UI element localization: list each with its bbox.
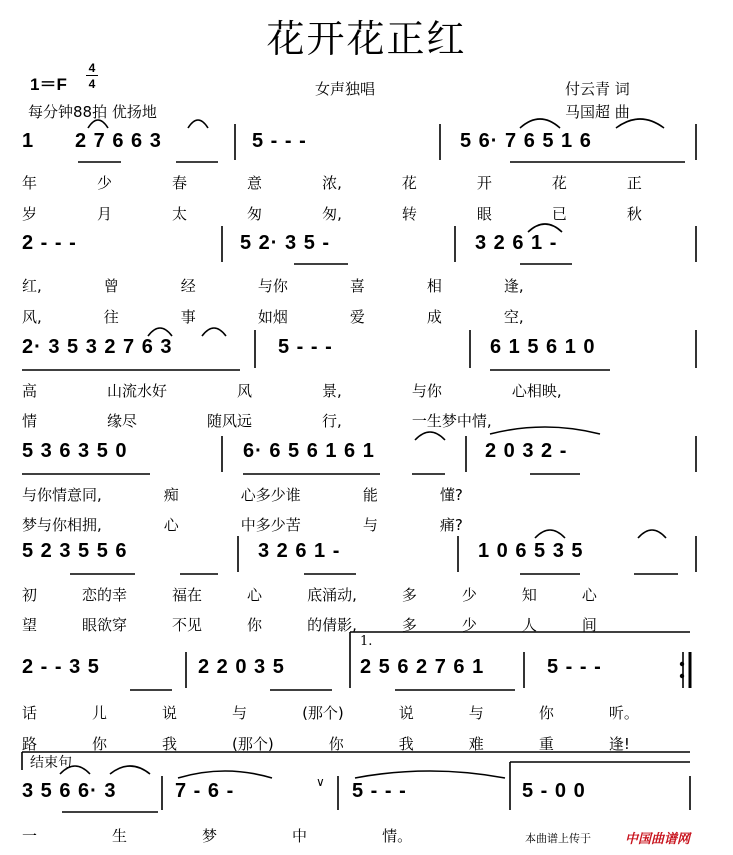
note-group: 2 7 6 6 3: [75, 130, 162, 152]
lyric-line: [22, 514, 525, 535]
lyric-syllable: 意: [247, 174, 263, 192]
lyric-syllable: 成: [426, 308, 442, 326]
note-group: 5 - 0 0: [522, 780, 586, 802]
lyric-syllable: 痛?: [439, 516, 463, 534]
lyric-syllable: 已: [551, 205, 567, 223]
lyric-syllable: 花: [401, 174, 417, 192]
lyric-syllable: 梦与你相拥,: [22, 516, 102, 534]
lyric-line: [22, 380, 632, 401]
lyric-syllable: 秋: [626, 205, 642, 223]
lyric-syllable: 爱: [349, 308, 365, 326]
note-group: 2 - - -: [22, 232, 77, 254]
lyric-syllable: 多: [401, 586, 417, 604]
lyric-syllable: 恋的幸: [82, 586, 128, 604]
lyric-syllable: 匆,: [322, 205, 342, 223]
note-group: 2 0 3 2 -: [485, 440, 568, 462]
lyric-syllable: 少: [461, 616, 477, 634]
song-title: 花开花正红: [266, 17, 467, 61]
lyric-line: [22, 275, 586, 296]
key-signature: 1＝F: [30, 75, 67, 94]
lyric-syllable: 人: [521, 616, 537, 634]
lyric-line: [22, 825, 487, 846]
lyric-syllable: 年: [22, 174, 38, 192]
note-group: 3 2 6 1 -: [475, 232, 558, 254]
lyric-line: [22, 203, 702, 224]
lyric-syllable: 初: [22, 586, 38, 604]
lyric-syllable: 太: [172, 205, 188, 223]
note-group: 5 6· 7 6 5 1 6: [460, 130, 592, 152]
lyric-syllable: 梦: [202, 827, 218, 845]
note-group: 5 - - -: [547, 656, 602, 678]
note-group: 5 - - -: [278, 336, 333, 358]
lyric-syllable: 如烟: [257, 308, 288, 326]
lyric-syllable: 逢!: [608, 735, 630, 753]
lyric-line: [22, 410, 562, 431]
lyric-syllable: 山流水好: [107, 382, 168, 400]
lyric-syllable: 经: [180, 277, 196, 295]
lyric-syllable: 福在: [172, 586, 203, 604]
lyric-syllable: 话: [22, 704, 38, 722]
note-group: 2 5 6 2 7 6 1: [360, 656, 485, 678]
lyric-syllable: 望: [22, 616, 38, 634]
tempo-marking: 每分钟88拍 优扬地: [28, 103, 157, 121]
lyric-syllable: 少: [97, 174, 113, 192]
lyric-syllable: 儿: [92, 704, 108, 722]
lyric-syllable: 事: [180, 308, 196, 326]
lyric-syllable: 说: [398, 704, 414, 722]
note-group: 2 2 0 3 5: [198, 656, 285, 678]
lyric-syllable: 不见: [172, 616, 203, 634]
note-group: 6· 6 5 6 1 6 1: [243, 440, 375, 462]
note-group: 2 - - 3 5: [22, 656, 100, 678]
performance-type: 女声独唱: [315, 80, 376, 98]
lyric-syllable: 生: [112, 827, 128, 845]
lyric-syllable: 情: [22, 412, 38, 430]
lyric-syllable: 与: [232, 704, 248, 722]
lyric-syllable: 知: [521, 586, 537, 604]
lyric-syllable: 多: [401, 616, 417, 634]
lyric-line: [22, 484, 525, 505]
lyric-line: [22, 733, 685, 754]
lyric-syllable: 花: [551, 174, 567, 192]
volta-one-label: 1.: [360, 634, 373, 649]
note-group: 5 2 3 5 5 6: [22, 540, 128, 562]
lyric-line: [22, 584, 642, 605]
lyric-syllable: 底涌动,: [307, 586, 357, 604]
lyric-syllable: 懂?: [439, 486, 463, 504]
lyric-syllable: (那个): [302, 704, 344, 722]
lyric-syllable: 曾: [103, 277, 119, 295]
lyric-syllable: 眼: [476, 205, 492, 223]
lyric-syllable: 正: [626, 174, 642, 192]
lyric-syllable: 情。: [382, 827, 413, 845]
composer-credit: 马国超 曲: [565, 103, 630, 121]
lyric-syllable: 的倩影,: [307, 616, 357, 634]
lyric-syllable: 你: [328, 735, 344, 753]
lyric-syllable: 一: [22, 827, 38, 845]
lyric-line: [22, 702, 694, 723]
note-group: 5 - - -: [352, 780, 407, 802]
lyric-syllable: 与: [468, 704, 484, 722]
note-group: 5 - - -: [252, 130, 307, 152]
lyric-syllable: 景,: [322, 382, 342, 400]
lyric-syllable: 与你情意同,: [22, 486, 102, 504]
lyric-syllable: 红,: [22, 277, 42, 295]
lyric-syllable: 空,: [503, 308, 524, 326]
lyric-syllable: 开: [476, 174, 492, 192]
lyric-syllable: 我: [162, 735, 178, 753]
lyric-line: [22, 172, 702, 193]
lyric-syllable: 高: [22, 382, 38, 400]
lyric-syllable: 中多少苦: [240, 516, 301, 534]
lyric-syllable: 你: [538, 704, 554, 722]
lyric-syllable: 相: [426, 277, 442, 295]
note-group: 5 3 6 3 5 0: [22, 440, 128, 462]
lyric-syllable: 我: [398, 735, 414, 753]
lyric-syllable: 心相映,: [511, 382, 562, 400]
footer-text: 本曲谱上传于: [525, 832, 591, 845]
lyric-syllable: 往: [103, 308, 119, 326]
lyric-syllable: 与你: [257, 277, 288, 295]
lyric-syllable: 随风远: [207, 412, 253, 430]
note-group: 2· 3 5 3 2 7 6 3: [22, 336, 173, 358]
note-group: 3 2 6 1 -: [258, 540, 341, 562]
time-signature-top: 4: [86, 62, 98, 76]
lyric-syllable: 风,: [22, 308, 42, 326]
lyric-syllable: 缘尽: [107, 412, 138, 430]
lyric-syllable: 春: [172, 174, 188, 192]
lyric-syllable: 心多少谁: [240, 486, 301, 504]
note-group: 1 0 6 5 3 5: [478, 540, 584, 562]
time-signature-bottom: 4: [88, 77, 96, 91]
lyric-syllable: 匆: [247, 205, 263, 223]
lyric-syllable: 心: [581, 586, 597, 604]
lyric-syllable: 月: [97, 205, 113, 223]
lyric-syllable: 浓,: [322, 174, 342, 192]
svg-text:∨: ∨: [316, 775, 325, 789]
lyric-syllable: 眼欲穿: [82, 616, 128, 634]
note-group: 3 5 6 6· 3: [22, 780, 117, 802]
lyric-syllable: 逢,: [503, 277, 524, 295]
note-group: 1: [22, 130, 35, 152]
lyric-line: [22, 614, 642, 635]
lyric-syllable: 风: [237, 382, 253, 400]
lyric-syllable: (那个): [232, 735, 274, 753]
lyric-syllable: 间: [581, 616, 597, 634]
lyric-syllable: 难: [468, 735, 484, 753]
lyric-syllable: 重: [538, 735, 554, 753]
lyric-syllable: 痴: [163, 486, 179, 504]
lyric-syllable: 路: [22, 735, 38, 753]
lyric-syllable: 少: [461, 586, 477, 604]
lyricist-credit: 付云青 词: [565, 80, 630, 98]
note-group: 5 2· 3 5 -: [240, 232, 331, 254]
lyric-syllable: 岁: [22, 205, 38, 223]
footer-brand-logo: 中国曲谱网: [625, 832, 691, 847]
lyric-syllable: 你: [92, 735, 108, 753]
lyric-syllable: 与: [362, 516, 378, 534]
lyric-syllable: 转: [401, 205, 417, 223]
lyric-syllable: 与你: [411, 382, 442, 400]
lyric-syllable: 听。: [608, 704, 639, 722]
lyric-syllable: 行,: [322, 412, 342, 430]
lyric-syllable: 中: [292, 827, 308, 845]
lyric-syllable: 能: [362, 486, 378, 504]
note-group: 7 - 6 -: [175, 780, 235, 802]
lyric-syllable: 你: [247, 616, 263, 634]
lyric-syllable: 心: [163, 516, 179, 534]
note-group: 6 1 5 6 1 0: [490, 336, 596, 358]
lyric-line: [22, 306, 586, 327]
lyric-syllable: 说: [162, 704, 178, 722]
ending-label: 结束句: [30, 755, 72, 771]
lyric-syllable: 喜: [349, 277, 365, 295]
lyric-syllable: 心: [247, 586, 263, 604]
lyric-syllable: 一生梦中情,: [411, 412, 492, 430]
